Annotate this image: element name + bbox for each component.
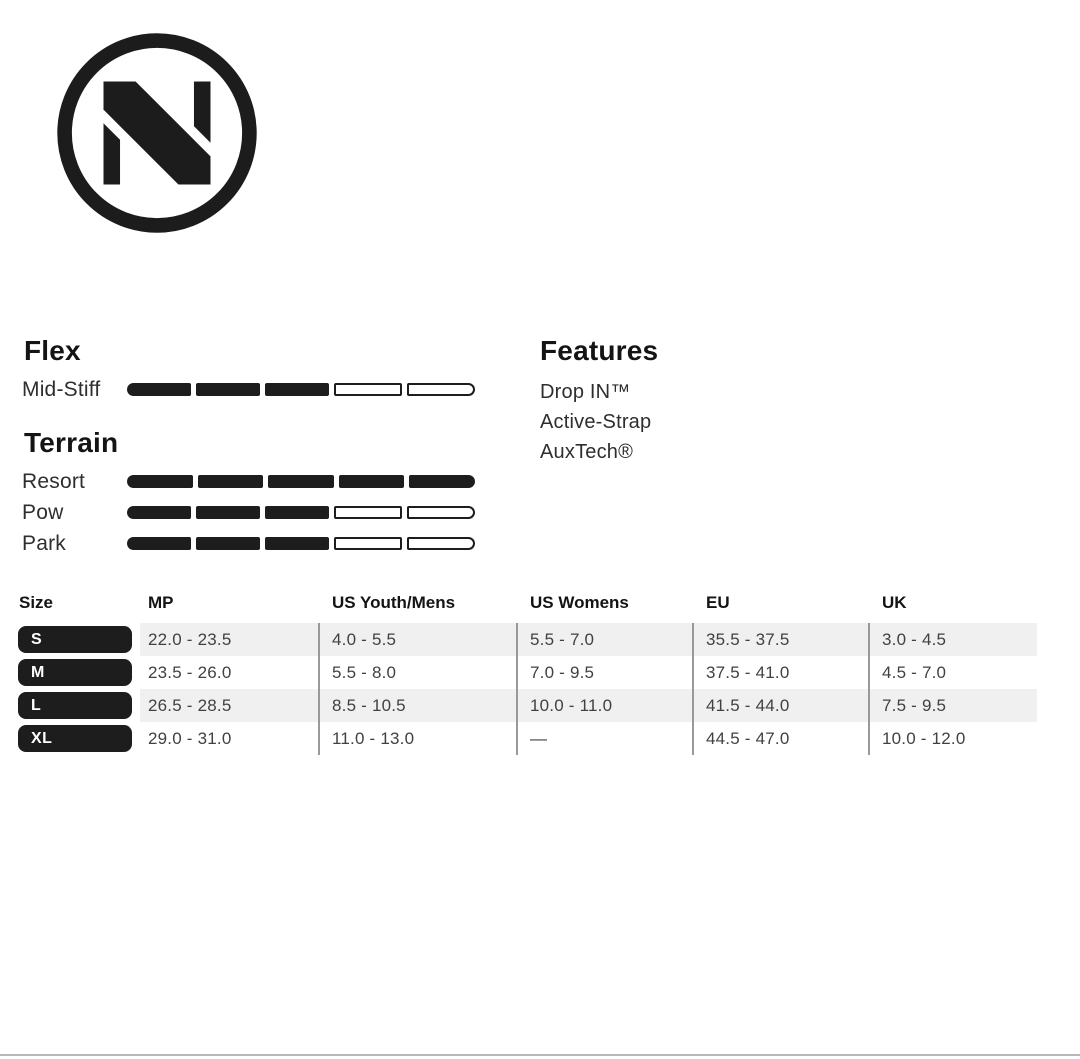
- size-cell: [14, 623, 140, 656]
- size-chart-cell-uk: 10.0 - 12.0: [868, 722, 1037, 755]
- features-section-title: Features: [540, 335, 659, 366]
- size-chart-cell-eu: 44.5 - 47.0: [692, 722, 868, 755]
- feature-item: Drop IN™: [540, 381, 631, 403]
- brand-logo: [50, 26, 264, 240]
- size-chart-cell-us-womens: —: [516, 722, 692, 755]
- rating-segment-empty: [407, 537, 475, 550]
- rating-segment-filled: [198, 475, 264, 488]
- rating-segment-empty: [407, 506, 475, 519]
- terrain-rating-bar: [127, 537, 475, 550]
- size-chart-cell-mp: 23.5 - 26.0: [148, 662, 232, 682]
- size-chart-cell-eu: 35.5 - 37.5: [692, 623, 868, 656]
- size-chart-cell-eu: 37.5 - 41.0: [692, 656, 868, 689]
- terrain-rating-label: Resort: [22, 469, 86, 493]
- terrain-rating-bar: [127, 475, 475, 488]
- rating-segment-filled: [127, 383, 191, 396]
- size-chart-cell-uk: 4.5 - 7.0: [868, 656, 1037, 689]
- size-chart-cell-us-youth-mens: 4.0 - 5.5: [318, 623, 516, 656]
- terrain-rating-row: [22, 497, 475, 528]
- rating-segment-filled: [265, 506, 329, 519]
- size-chart-table: [14, 590, 1037, 755]
- rating-segment-filled: [409, 475, 475, 488]
- size-chart-header-us-womens: US Womens: [530, 593, 629, 612]
- rating-segment-filled: [127, 475, 193, 488]
- rating-segment-filled: [196, 506, 260, 519]
- rating-segment-filled: [339, 475, 405, 488]
- flex-rating-row: [22, 374, 475, 405]
- terrain-rating-row: [22, 466, 475, 497]
- terrain-rating-bar: [127, 506, 475, 519]
- size-cell: [14, 656, 140, 689]
- size-chart-cell-us-womens: 10.0 - 11.0: [516, 689, 692, 722]
- rating-segment-filled: [265, 383, 329, 396]
- terrain-section-title: Terrain: [24, 427, 119, 458]
- size-cell: [14, 689, 140, 722]
- size-badge: XL: [18, 725, 132, 752]
- size-chart-header-mp: MP: [148, 593, 174, 612]
- rating-segment-filled: [196, 383, 260, 396]
- size-chart-header-us-youth-mens: US Youth/Mens: [332, 593, 456, 612]
- size-chart-header-eu: EU: [706, 593, 730, 612]
- rating-segment-filled: [268, 475, 334, 488]
- rating-segment-empty: [334, 506, 402, 519]
- flex-rating-bar: [127, 383, 475, 396]
- size-chart-cell-us-youth-mens: 5.5 - 8.0: [318, 656, 516, 689]
- rating-segment-empty: [334, 383, 402, 396]
- size-chart-cell-uk: 7.5 - 9.5: [868, 689, 1037, 722]
- size-chart-cell-us-youth-mens: 11.0 - 13.0: [318, 722, 516, 755]
- size-chart-cell-us-womens: 7.0 - 9.5: [516, 656, 692, 689]
- terrain-rating-label: Pow: [22, 500, 64, 524]
- size-cell: [14, 722, 140, 755]
- features-list: [540, 377, 651, 467]
- size-chart-cell-mp: 26.5 - 28.5: [140, 689, 318, 722]
- rating-segment-filled: [127, 506, 191, 519]
- nidecker-n-logo-icon: [50, 26, 264, 240]
- rating-segment-filled: [196, 537, 260, 550]
- size-badge: L: [18, 692, 132, 719]
- size-chart-header-uk: UK: [882, 593, 907, 612]
- flex-section-title: Flex: [24, 335, 81, 366]
- terrain-rating-label: Park: [22, 531, 66, 555]
- size-chart-cell-uk: 3.0 - 4.5: [868, 623, 1037, 656]
- feature-item: Active-Strap: [540, 411, 652, 433]
- rating-segment-empty: [334, 537, 402, 550]
- size-chart-cell-us-womens: 5.5 - 7.0: [516, 623, 692, 656]
- rating-segment-filled: [127, 537, 191, 550]
- terrain-rating-list: [22, 466, 475, 559]
- size-chart-cell-us-youth-mens: 8.5 - 10.5: [318, 689, 516, 722]
- flex-rating-label: Mid-Stiff: [22, 377, 101, 401]
- terrain-rating-row: [22, 528, 475, 559]
- size-chart-cell-mp: 29.0 - 31.0: [148, 728, 232, 748]
- size-chart-header-size: Size: [19, 593, 54, 612]
- size-chart-cell-eu: 41.5 - 44.0: [692, 689, 868, 722]
- size-chart-cell-mp: 22.0 - 23.5: [140, 623, 318, 656]
- rating-segment-filled: [265, 537, 329, 550]
- feature-item: AuxTech®: [540, 441, 634, 463]
- size-badge: S: [18, 626, 132, 653]
- size-badge: M: [18, 659, 132, 686]
- bottom-divider: [0, 1054, 1080, 1056]
- rating-segment-empty: [407, 383, 475, 396]
